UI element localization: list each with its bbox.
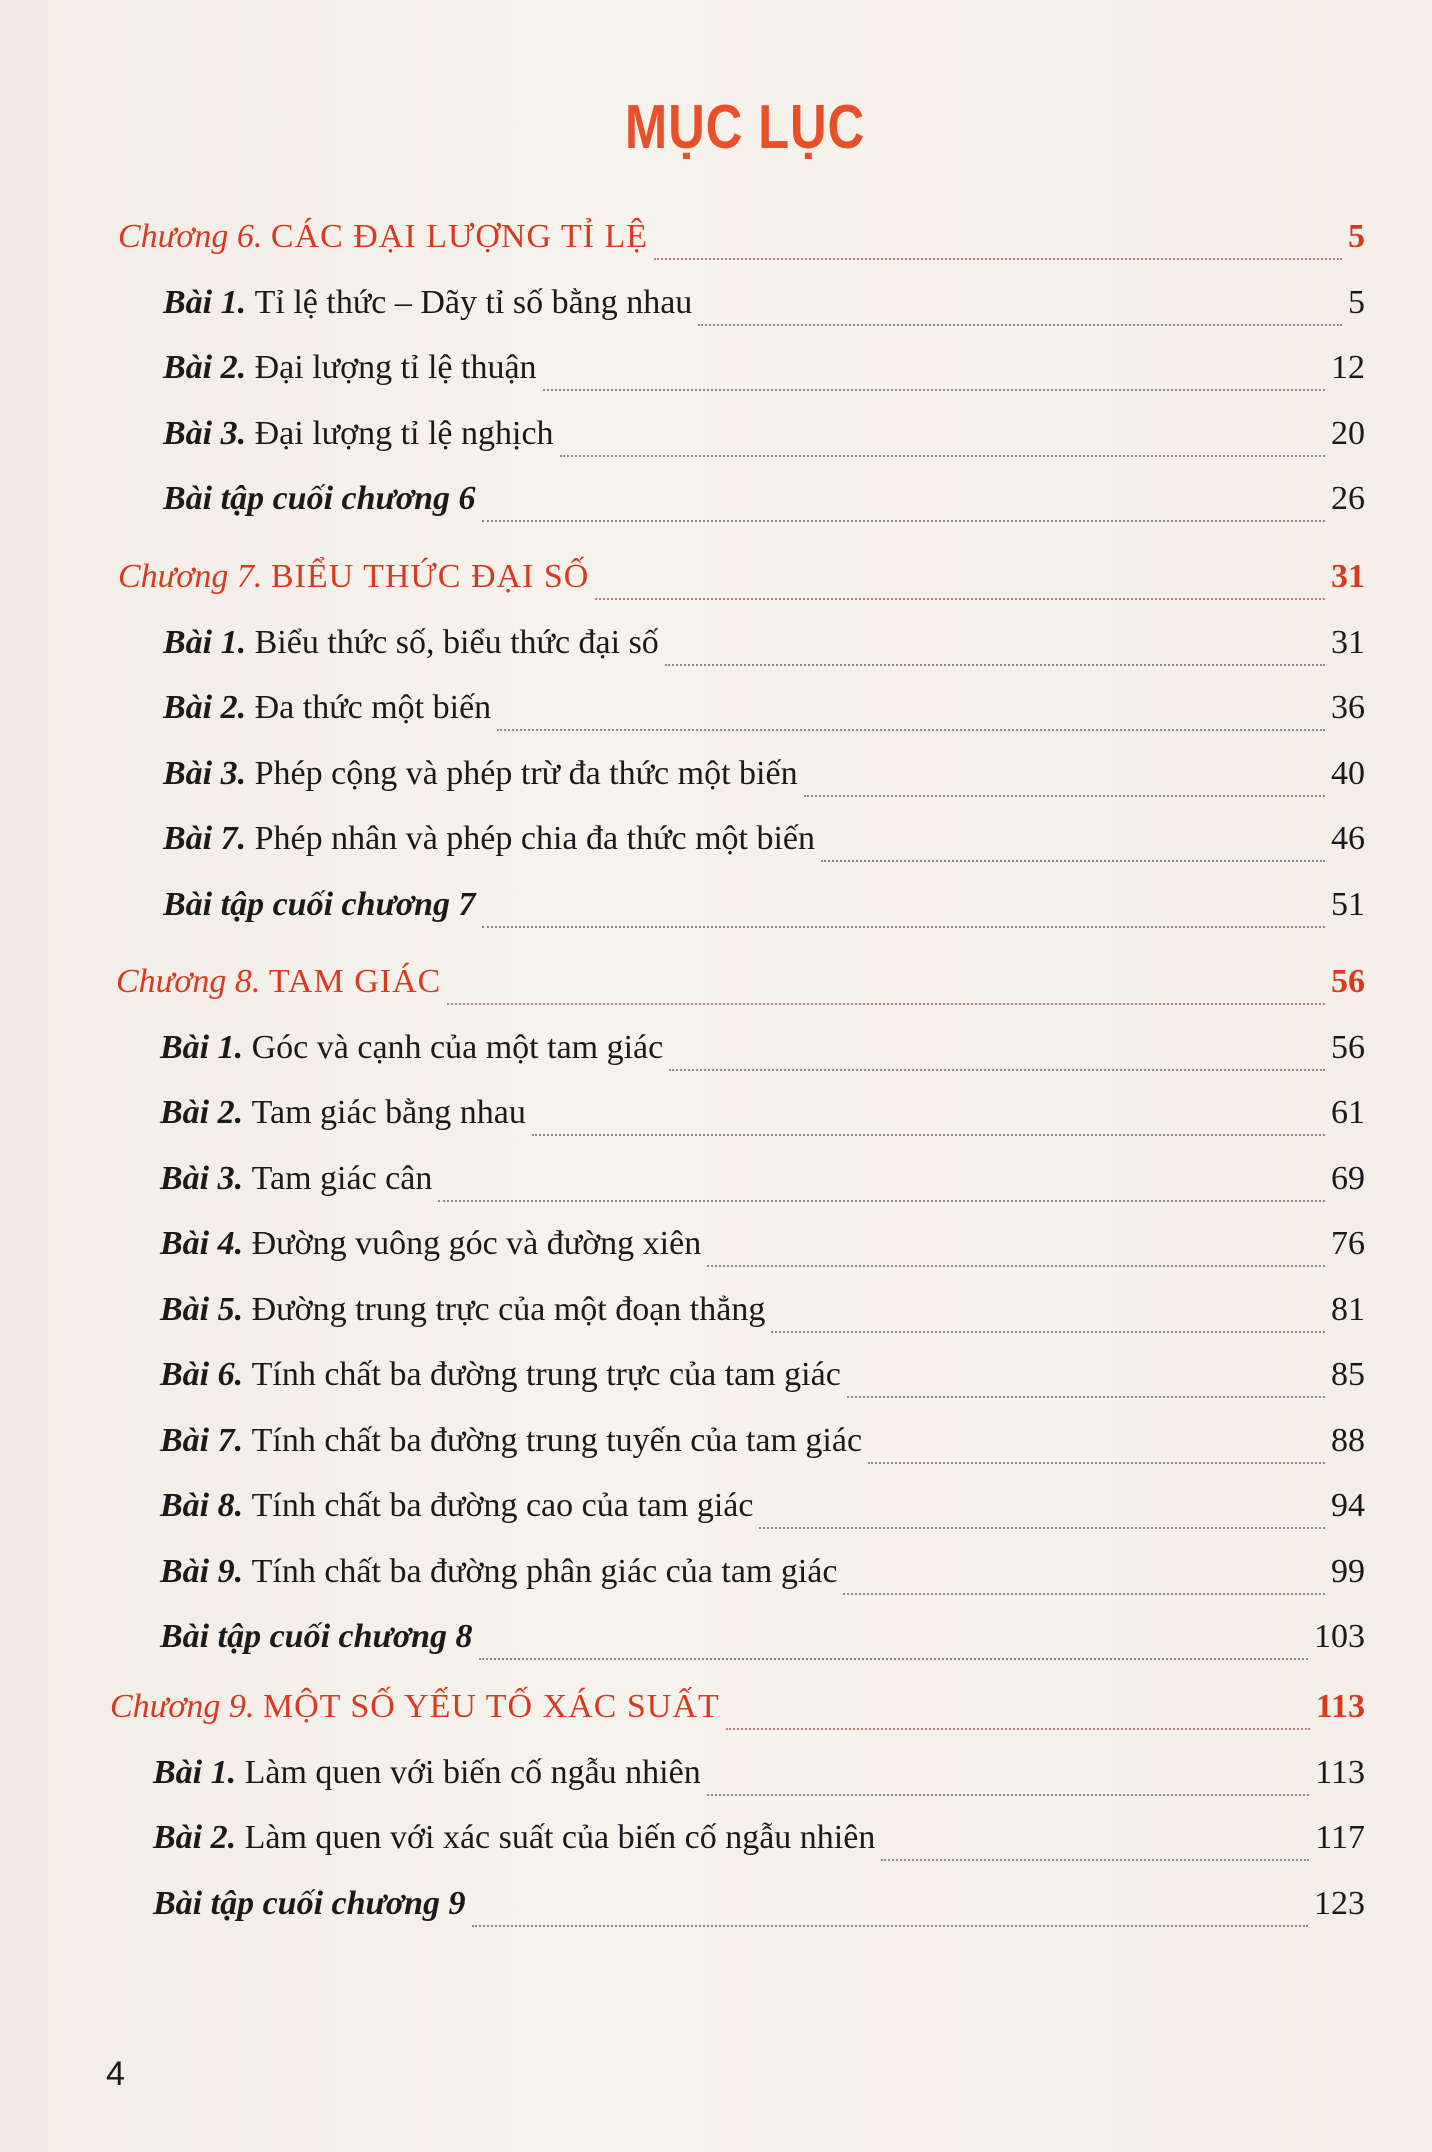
chapter-page-number: 56 [1331, 963, 1365, 1000]
chapter-prefix: Chương 9. [110, 1688, 263, 1725]
toc-lesson-row[interactable] [160, 1159, 1365, 1197]
chapter-title: BIỂU THỨC ĐẠI SỐ [270, 558, 590, 595]
lesson-prefix: Bài 1. [160, 1028, 252, 1066]
lesson-prefix: Bài 6. [160, 1356, 252, 1393]
entry-label: Bài tập cuối chương 9 [153, 1884, 466, 1922]
dotted-leader [472, 1924, 1308, 1927]
entry-page-number: 76 [1331, 1225, 1365, 1262]
page-number: 4 [106, 2055, 125, 2093]
entry-label [160, 1290, 771, 1328]
toc-lesson-row[interactable] [163, 754, 1365, 792]
entry-label [160, 1358, 847, 1392]
dotted-leader [868, 1461, 1325, 1464]
entry-page-number: 94 [1331, 1487, 1365, 1524]
chapter-page-number: 5 [1348, 218, 1365, 255]
toc-chapter-row[interactable] [110, 1690, 1365, 1724]
lesson-prefix: Bài 3. [160, 1159, 252, 1197]
dotted-leader [438, 1199, 1325, 1202]
toc-chapter-row[interactable] [116, 965, 1365, 999]
chapter-page-number: 113 [1315, 1688, 1365, 1725]
dotted-leader [482, 925, 1325, 928]
entry-label [163, 414, 560, 452]
lesson-prefix: Bài 7. [160, 1421, 252, 1459]
toc-lesson-row[interactable] [160, 1358, 1365, 1392]
entry-label: Bài tập cuối chương 8 [160, 1618, 473, 1655]
entry-label [163, 822, 821, 856]
entry-page-number: 123 [1314, 1884, 1365, 1922]
lesson-title: Tính chất ba đường cao của tam giác [251, 1487, 754, 1524]
entry-label [160, 1096, 532, 1130]
entry-label [163, 691, 497, 725]
dotted-leader [759, 1526, 1325, 1529]
toc-lesson-row[interactable] [163, 691, 1365, 725]
entry-page-number: 46 [1331, 820, 1365, 857]
entry-label [153, 1821, 881, 1855]
page-title: MỤC LỤC [624, 93, 866, 162]
lesson-prefix: Bài 2. [163, 689, 255, 726]
lesson-title: Tính chất ba đường trung tuyến của tam giác [251, 1421, 863, 1459]
lesson-title: Làm quen với biến cố ngẫu nhiên [244, 1753, 701, 1791]
toc-lesson-row[interactable] [160, 1421, 1365, 1459]
chapter-title: MỘT SỐ YẾU TỐ XÁC SUẤT [262, 1688, 720, 1725]
lesson-prefix: Bài 2. [163, 349, 255, 386]
lesson-prefix: Bài 7. [163, 820, 255, 857]
entry-label: Bài tập cuối chương 6 [163, 480, 476, 517]
entry-page-number: 85 [1331, 1356, 1365, 1393]
entry-page-number: 103 [1314, 1618, 1365, 1655]
toc-lesson-row[interactable] [160, 1227, 1365, 1261]
dotted-leader [707, 1264, 1325, 1267]
lesson-prefix: Bài 3. [163, 414, 255, 452]
entry-label [153, 1753, 707, 1791]
entry-page-number: 69 [1331, 1159, 1365, 1197]
entry-page-number: 61 [1331, 1094, 1365, 1131]
entry-page-number: 36 [1331, 689, 1365, 726]
entry-label [160, 1421, 868, 1459]
lesson-title: Tam giác bằng nhau [251, 1094, 526, 1131]
entry-page-number: 56 [1331, 1028, 1365, 1066]
entry-page-number: 117 [1315, 1819, 1365, 1856]
dotted-leader [698, 323, 1342, 326]
toc-lesson-row[interactable] [163, 623, 1365, 661]
dotted-leader [881, 1858, 1309, 1861]
lesson-prefix: Bài 1. [163, 623, 255, 661]
lesson-title: Tính chất ba đường trung trực của tam giác [251, 1356, 841, 1393]
toc-lesson-row[interactable] [163, 283, 1365, 321]
lesson-title: Phép nhân và phép chia đa thức một biến [254, 820, 816, 857]
entry-label [160, 1028, 669, 1066]
toc-lesson-row[interactable] [163, 822, 1365, 856]
chapter-prefix: Chương 7. [118, 558, 271, 595]
entry-label [160, 1552, 843, 1590]
lesson-title: Đa thức một biến [254, 689, 492, 726]
dotted-leader [560, 454, 1325, 457]
toc-chapter-row[interactable] [118, 220, 1365, 254]
lesson-title: Biểu thức số, biểu thức đại số [254, 623, 659, 661]
lesson-prefix: Bài 2. [153, 1819, 245, 1856]
toc-chapter-row[interactable] [118, 560, 1365, 594]
entry-label [160, 1159, 438, 1197]
toc-lesson-row[interactable] [163, 351, 1365, 385]
chapter-label [118, 560, 595, 594]
chapter-label [118, 220, 654, 254]
toc-review-row[interactable] [153, 1884, 1365, 1922]
chapter-title: TAM GIÁC [268, 963, 442, 1000]
entry-page-number: 40 [1331, 754, 1365, 792]
lesson-title: Tam giác cân [251, 1159, 433, 1197]
dotted-leader [843, 1592, 1325, 1595]
lesson-prefix: Bài 8. [160, 1487, 252, 1524]
entry-label [163, 623, 665, 661]
entry-label [163, 754, 804, 792]
entry-label [160, 1489, 759, 1523]
entry-page-number: 99 [1331, 1552, 1365, 1590]
lesson-title: Đại lượng tỉ lệ thuận [254, 349, 537, 386]
dotted-leader [804, 794, 1325, 797]
lesson-prefix: Bài 2. [160, 1094, 252, 1131]
dotted-leader [497, 728, 1325, 731]
toc-lesson-row[interactable] [163, 414, 1365, 452]
lesson-prefix: Bài 1. [153, 1753, 245, 1791]
toc-review-row[interactable] [160, 1620, 1365, 1654]
toc-lesson-row[interactable] [160, 1290, 1365, 1328]
entry-page-number: 88 [1331, 1421, 1365, 1459]
lesson-prefix: Bài 5. [160, 1290, 252, 1328]
lesson-title: Tỉ lệ thức – Dãy tỉ số bằng nhau [254, 283, 693, 321]
dotted-leader [479, 1657, 1308, 1660]
chapter-label [110, 1690, 726, 1724]
lesson-prefix: Bài 1. [163, 283, 255, 321]
lesson-prefix: Bài 9. [160, 1552, 252, 1590]
chapter-page-number: 31 [1331, 558, 1365, 595]
chapter-title: CÁC ĐẠI LƯỢNG TỈ LỆ [270, 218, 649, 255]
entry-label [163, 351, 543, 385]
dotted-leader [821, 859, 1325, 862]
dotted-leader [447, 1002, 1325, 1005]
toc-review-row[interactable] [163, 885, 1365, 923]
entry-page-number: 5 [1348, 283, 1365, 321]
dotted-leader [771, 1330, 1325, 1333]
toc-lesson-row[interactable] [153, 1753, 1365, 1791]
dotted-leader [532, 1133, 1325, 1136]
dotted-leader [665, 663, 1325, 666]
entry-page-number: 12 [1331, 349, 1365, 386]
dotted-leader [726, 1727, 1310, 1730]
toc-review-row[interactable] [163, 482, 1365, 516]
entry-page-number: 81 [1331, 1290, 1365, 1328]
dotted-leader [847, 1395, 1325, 1398]
toc-lesson-row[interactable] [160, 1552, 1365, 1590]
lesson-title: Tính chất ba đường phân giác của tam giác [251, 1552, 838, 1590]
dotted-leader [543, 388, 1325, 391]
lesson-title: Đại lượng tỉ lệ nghịch [254, 414, 554, 452]
dotted-leader [595, 597, 1325, 600]
dotted-leader [669, 1068, 1325, 1071]
entry-page-number: 113 [1315, 1753, 1365, 1791]
dotted-leader [707, 1793, 1310, 1796]
lesson-title: Đường vuông góc và đường xiên [251, 1225, 702, 1262]
lesson-prefix: Bài 3. [163, 754, 255, 792]
toc-lesson-row[interactable] [153, 1821, 1365, 1855]
dotted-leader [482, 519, 1325, 522]
lesson-title: Góc và cạnh của một tam giác [251, 1028, 664, 1066]
toc-lesson-row[interactable] [160, 1096, 1365, 1130]
dotted-leader [654, 257, 1342, 260]
lesson-prefix: Bài 4. [160, 1225, 252, 1262]
entry-label [160, 1227, 707, 1261]
chapter-label [116, 965, 447, 999]
entry-page-number: 26 [1331, 480, 1365, 517]
entry-page-number: 20 [1331, 414, 1365, 452]
entry-page-number: 51 [1331, 885, 1365, 923]
entry-label: Bài tập cuối chương 7 [163, 885, 476, 923]
lesson-title: Đường trung trực của một đoạn thẳng [251, 1290, 766, 1328]
chapter-prefix: Chương 8. [116, 963, 269, 1000]
entry-page-number: 31 [1331, 623, 1365, 661]
entry-label [163, 283, 698, 321]
toc-lesson-row[interactable] [160, 1028, 1365, 1066]
lesson-title: Làm quen với xác suất của biến cố ngẫu nhiên [244, 1819, 876, 1856]
chapter-prefix: Chương 6. [118, 218, 271, 255]
lesson-title: Phép cộng và phép trừ đa thức một biến [254, 754, 798, 792]
toc-lesson-row[interactable] [160, 1489, 1365, 1523]
